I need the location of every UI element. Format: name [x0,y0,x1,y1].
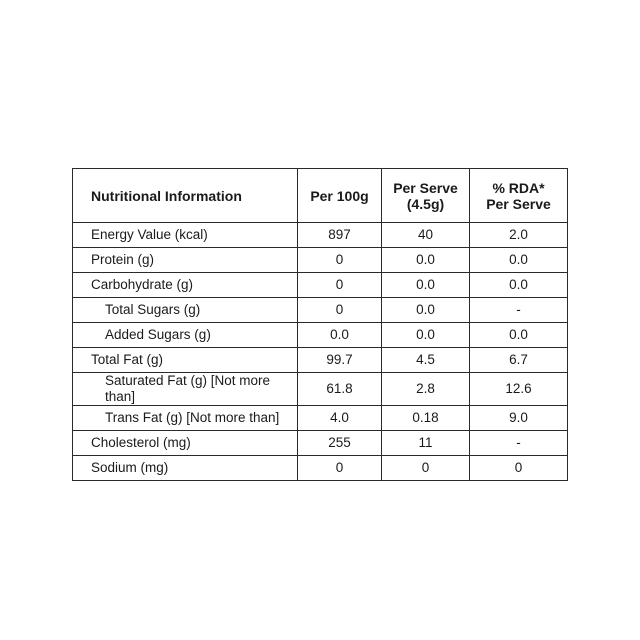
row-per-100g: 897 [298,223,382,248]
row-per-serve: 0.0 [382,273,470,298]
row-name: Saturated Fat (g) [Not more than] [73,373,298,406]
table-row [73,406,568,431]
table-body [73,223,568,481]
row-per-100g: 0 [298,456,382,481]
row-rda: - [470,298,568,323]
header-nutritional-information: Nutritional Information [73,169,298,223]
header-per-serve [382,169,470,223]
row-rda: 0.0 [470,323,568,348]
row-per-serve: 2.8 [382,373,470,406]
row-per-serve: 11 [382,431,470,456]
header-row [73,169,568,223]
row-name: Trans Fat (g) [Not more than] [73,406,298,431]
row-per-100g: 0.0 [298,323,382,348]
row-name: Energy Value (kcal) [73,223,298,248]
header-rda-per-serve: Per Serve [486,195,551,212]
table-row [73,348,568,373]
row-rda: 2.0 [470,223,568,248]
row-per-100g: 0 [298,273,382,298]
row-per-serve: 0.18 [382,406,470,431]
table-row [73,223,568,248]
row-per-100g: 0 [298,298,382,323]
header-per-serve-label: Per Serve [393,179,458,196]
row-per-serve: 0.0 [382,298,470,323]
row-rda: 0 [470,456,568,481]
row-per-serve: 0.0 [382,323,470,348]
row-per-serve: 0.0 [382,248,470,273]
table-header [73,169,568,223]
row-per-100g: 255 [298,431,382,456]
row-per-100g: 4.0 [298,406,382,431]
row-per-100g: 0 [298,248,382,273]
row-rda: - [470,431,568,456]
table-row [73,273,568,298]
row-name: Total Sugars (g) [73,298,298,323]
row-rda: 0.0 [470,248,568,273]
header-per-100g: Per 100g [298,169,382,223]
row-per-serve: 0 [382,456,470,481]
row-rda: 0.0 [470,273,568,298]
header-rda [470,169,568,223]
table-row [73,323,568,348]
row-name: Total Fat (g) [73,348,298,373]
header-rda-label: % RDA* [492,179,545,196]
row-per-100g: 61.8 [298,373,382,406]
header-per-serve-size: (4.5g) [406,195,445,212]
row-name: Added Sugars (g) [73,323,298,348]
table-row [73,431,568,456]
table-row [73,373,568,406]
table-row [73,298,568,323]
row-per-serve: 40 [382,223,470,248]
table-row [73,456,568,481]
nutrition-table [72,168,568,481]
row-rda: 12.6 [470,373,568,406]
row-rda: 6.7 [470,348,568,373]
table-row [73,248,568,273]
row-rda: 9.0 [470,406,568,431]
row-per-serve: 4.5 [382,348,470,373]
row-name: Cholesterol (mg) [73,431,298,456]
row-name: Sodium (mg) [73,456,298,481]
row-name: Protein (g) [73,248,298,273]
row-name: Carbohydrate (g) [73,273,298,298]
row-per-100g: 99.7 [298,348,382,373]
